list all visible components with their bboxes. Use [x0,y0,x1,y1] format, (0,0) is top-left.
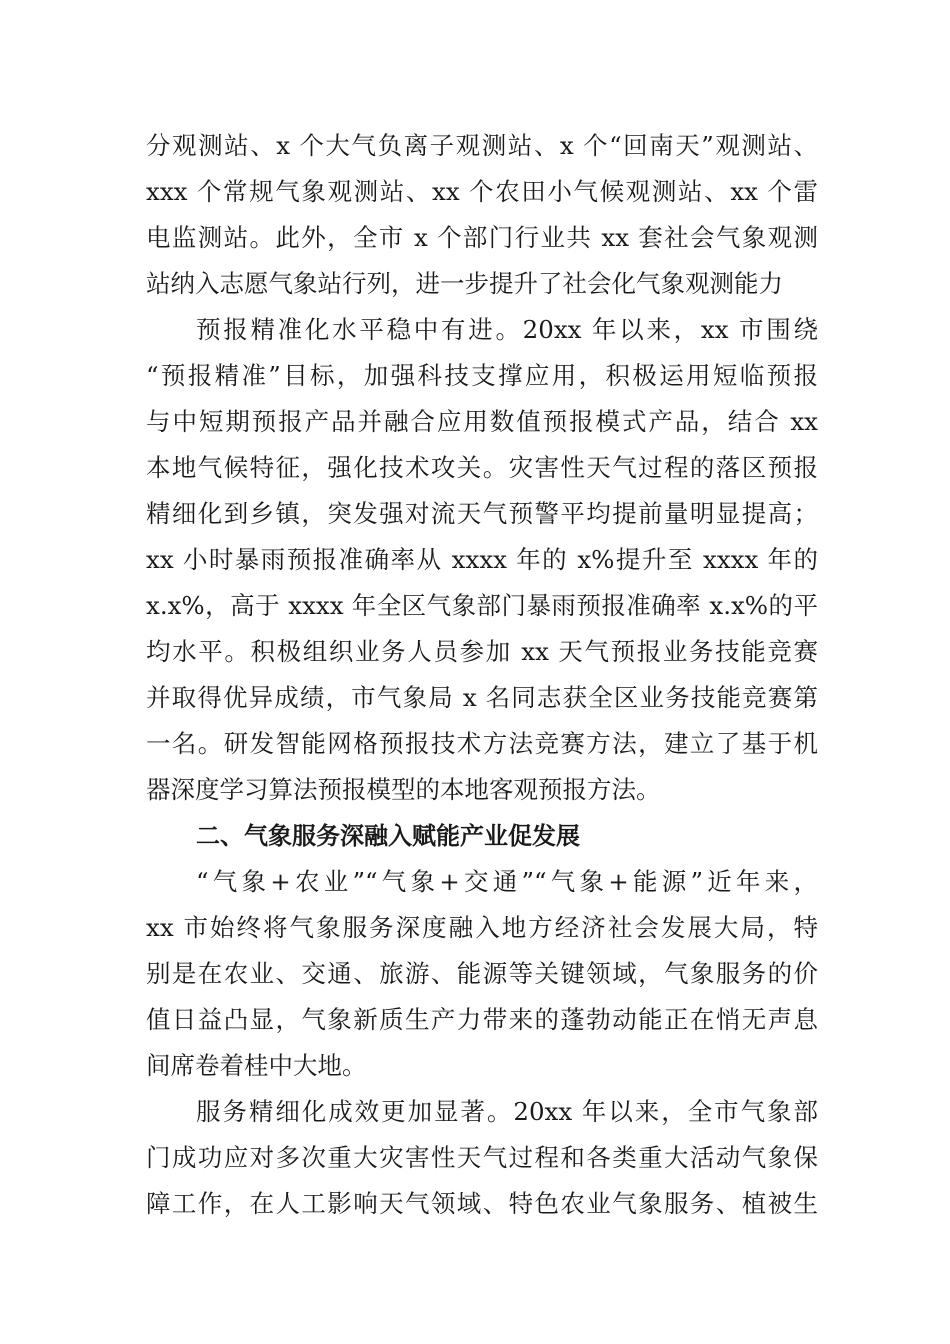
body-text-line: 均水平。积极组织业务人员参加 xx 天气预报业务技能竞赛 [146,637,818,666]
body-text-line: “预报精准”目标，加强科技支撑应用，积极运用短临预报 [146,361,818,390]
body-text-line: 精细化到乡镇，突发强对流天气预警平均提前量明显提高； [146,499,818,528]
paragraph-first-line: 服务精细化成效更加显著。20xx 年以来，全市气象部 [196,1097,818,1126]
body-text-line: 电监测站。此外，全市 x 个部门行业共 xx 套社会气象观测 [146,223,818,252]
paragraph-first-line: “气象+农业”“气象+交通”“气象+能源”近年来， [196,867,818,896]
body-text-line: x.x%，高于 xxxx 年全区气象部门暴雨预报准确率 x.x%的平 [146,591,818,620]
body-text-line: 值日益凸显，气象新质生产力带来的蓬勃动能正在悄无声息 [146,1005,818,1034]
body-text-line: 别是在农业、交通、旅游、能源等关键领域，气象服务的价 [146,959,818,988]
body-text-line: 一名。研发智能网格预报技术方法竞赛方法，建立了基于机 [146,729,818,758]
body-text-line: xxx 个常规气象观测站、xx 个农田小气候观测站、xx 个雷 [146,177,818,206]
body-text-line: xx 市始终将气象服务深度融入地方经济社会发展大局，特 [146,913,818,942]
body-text-line: 器深度学习算法预报模型的本地客观预报方法。 [146,775,661,804]
body-text-line: 门成功应对多次重大灾害性天气过程和各类重大活动气象保 [146,1143,818,1172]
section-heading: 二、气象服务深融入赋能产业促发展 [196,822,580,850]
body-text-line: 本地气候特征，强化技术攻关。灾害性天气过程的落区预报 [146,453,818,482]
paragraph-first-line: 预报精准化水平稳中有进。20xx 年以来，xx 市围绕 [196,315,818,344]
body-text-line: 并取得优异成绩，市气象局 x 名同志获全区业务技能竞赛第 [146,683,818,712]
body-text-line: 障工作，在人工影响天气领域、特色农业气象服务、植被生 [146,1189,818,1218]
body-text-line: 分观测站、x 个大气负离子观测站、x 个“回南天”观测站、 [146,131,818,160]
body-text-line: 间席卷着桂中大地。 [146,1051,367,1080]
body-text-line: 站纳入志愿气象站行列，进一步提升了社会化气象观测能力 [146,269,783,298]
body-text-line: xx 小时暴雨预报准确率从 xxxx 年的 x%提升至 xxxx 年的 [146,545,818,574]
body-text-line: 与中短期预报产品并融合应用数值预报模式产品，结合 xx [146,407,818,436]
